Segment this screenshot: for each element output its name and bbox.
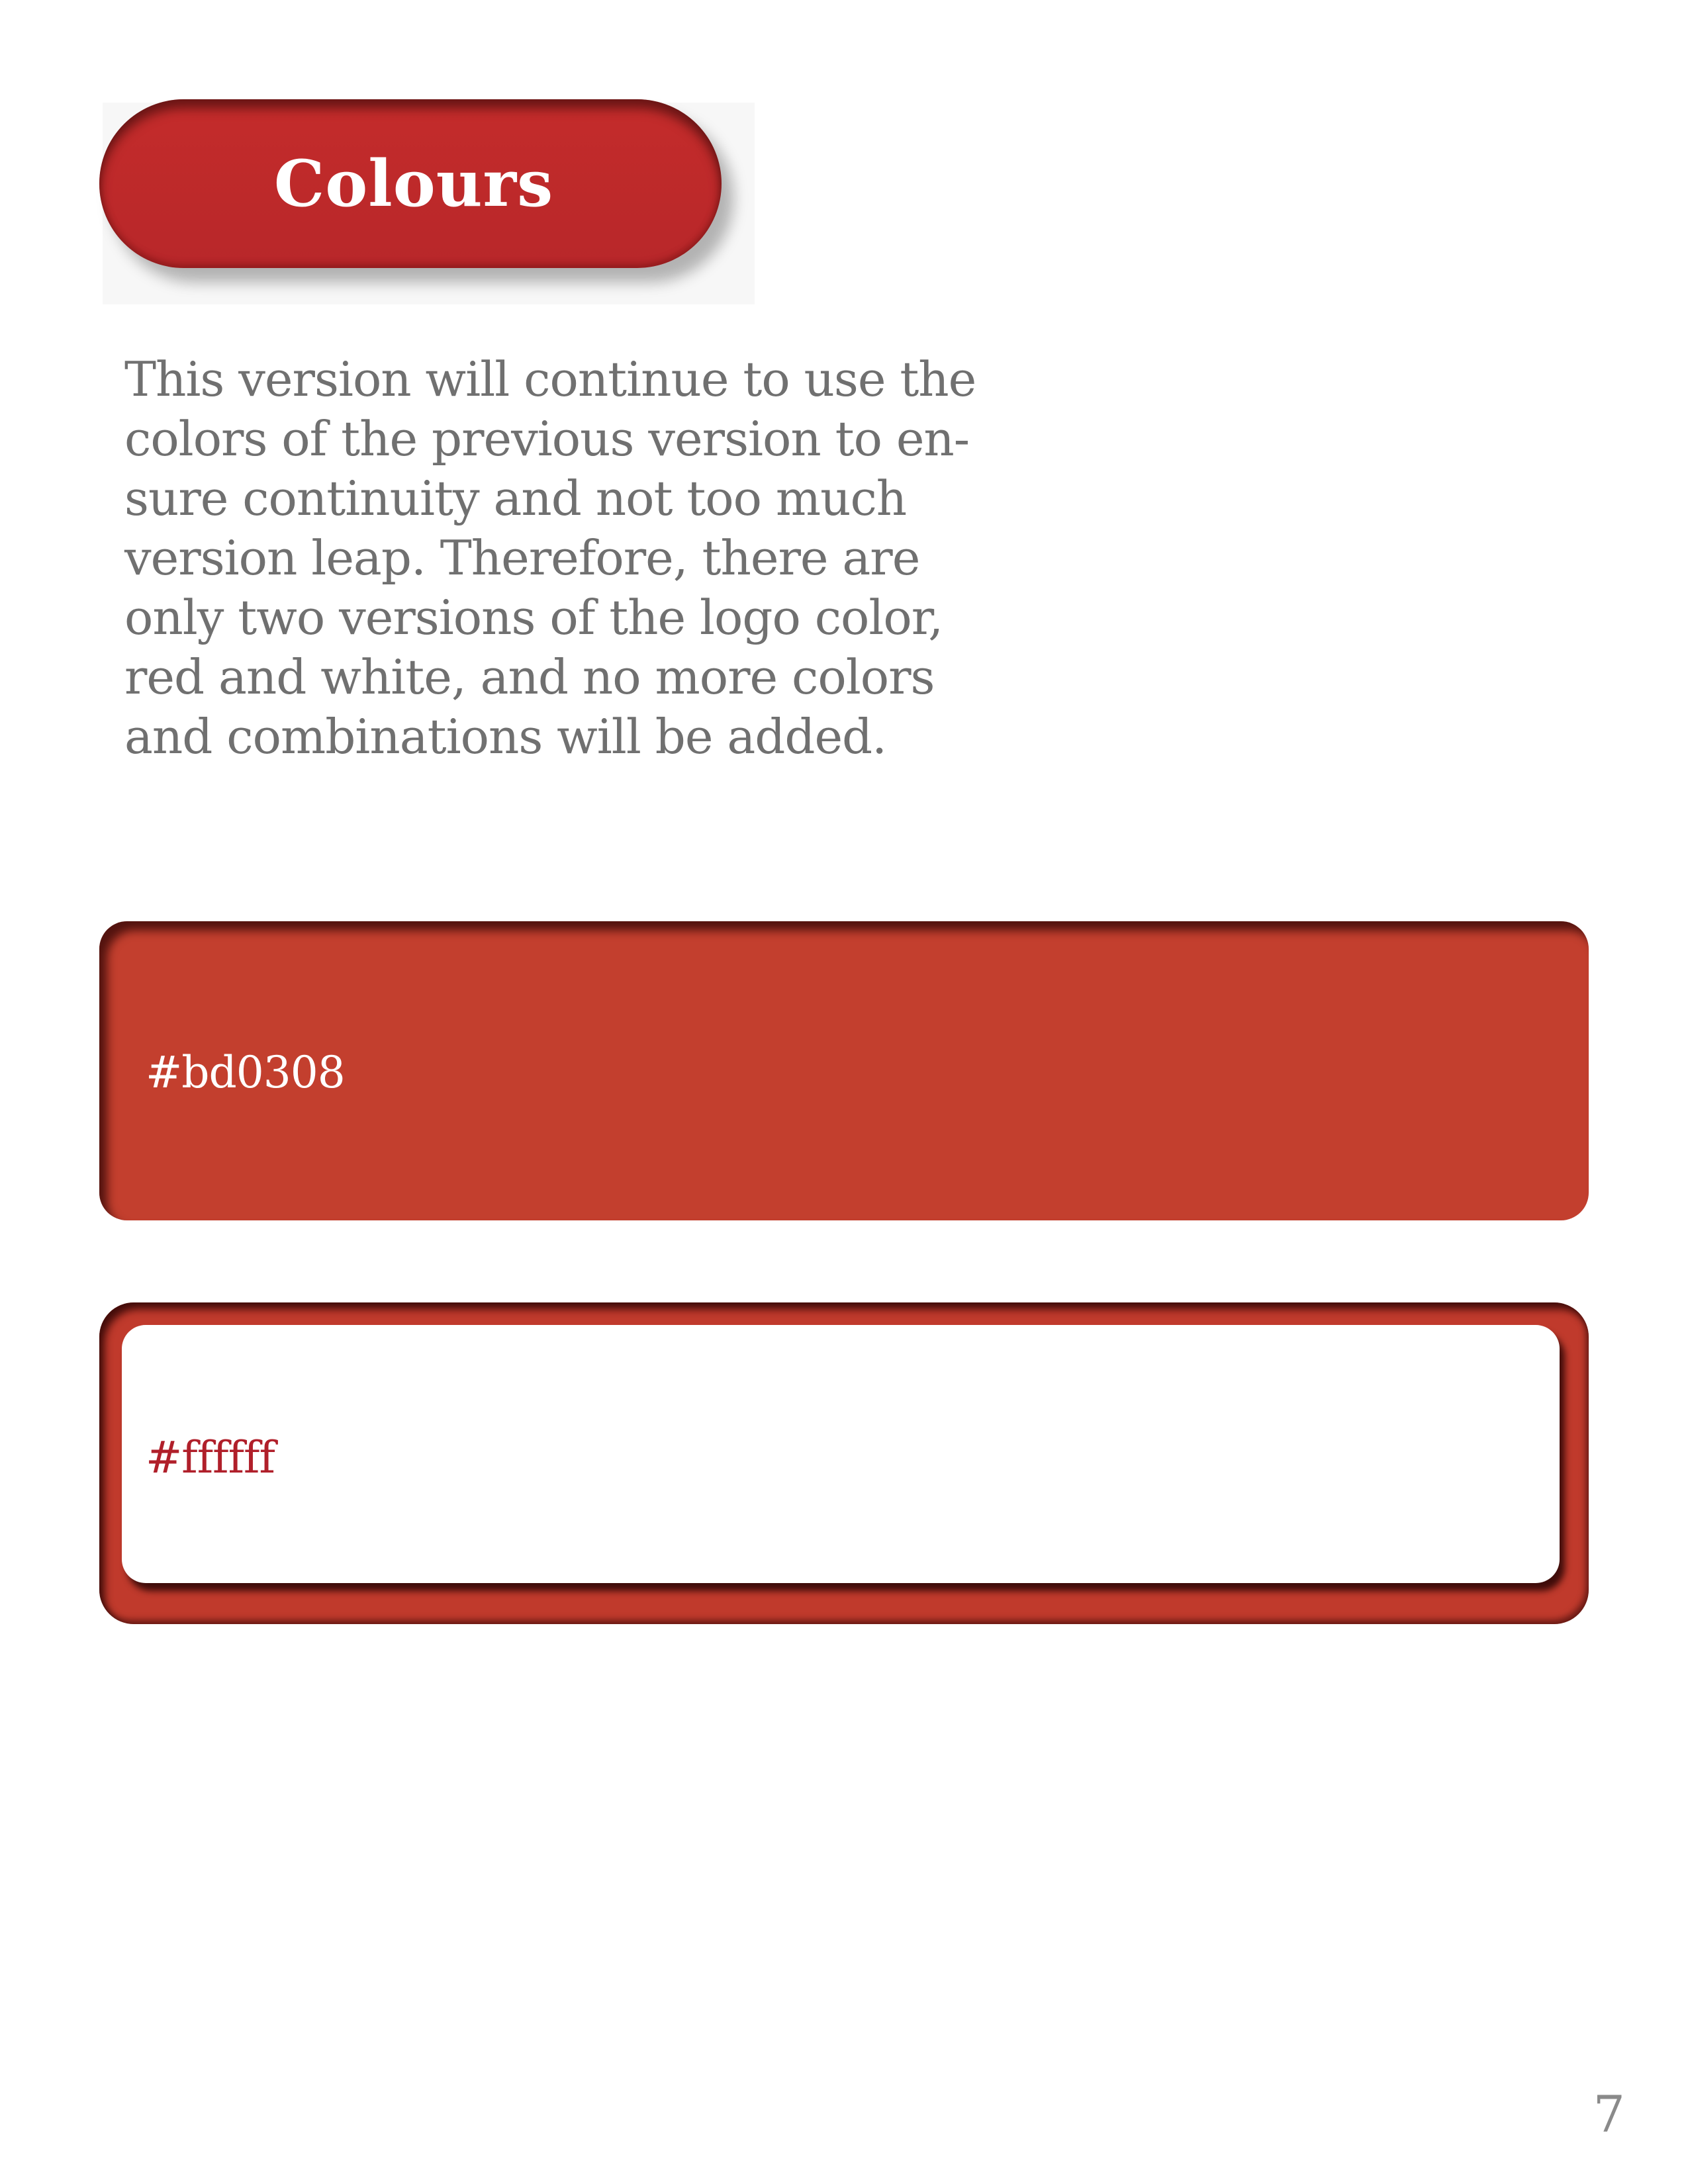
white-swatch-fill bbox=[122, 1325, 1560, 1583]
section-title-pill bbox=[99, 99, 722, 268]
red-colour-swatch bbox=[99, 921, 1589, 1220]
page-number: 7 bbox=[1593, 2085, 1625, 2144]
white-swatch-hex-label: #ffffff bbox=[146, 1432, 275, 1483]
white-colour-swatch bbox=[99, 1302, 1589, 1624]
red-swatch-hex-label: #bd0308 bbox=[146, 1047, 345, 1098]
intro-paragraph: This version will continue to use the colors of the previous version to en- sure continuity and not too much version leap. Therefore, there are only two versions of the logo color, red and white, and no more colors and combinations will be added. bbox=[124, 351, 976, 764]
page-title: Colours bbox=[273, 146, 554, 221]
